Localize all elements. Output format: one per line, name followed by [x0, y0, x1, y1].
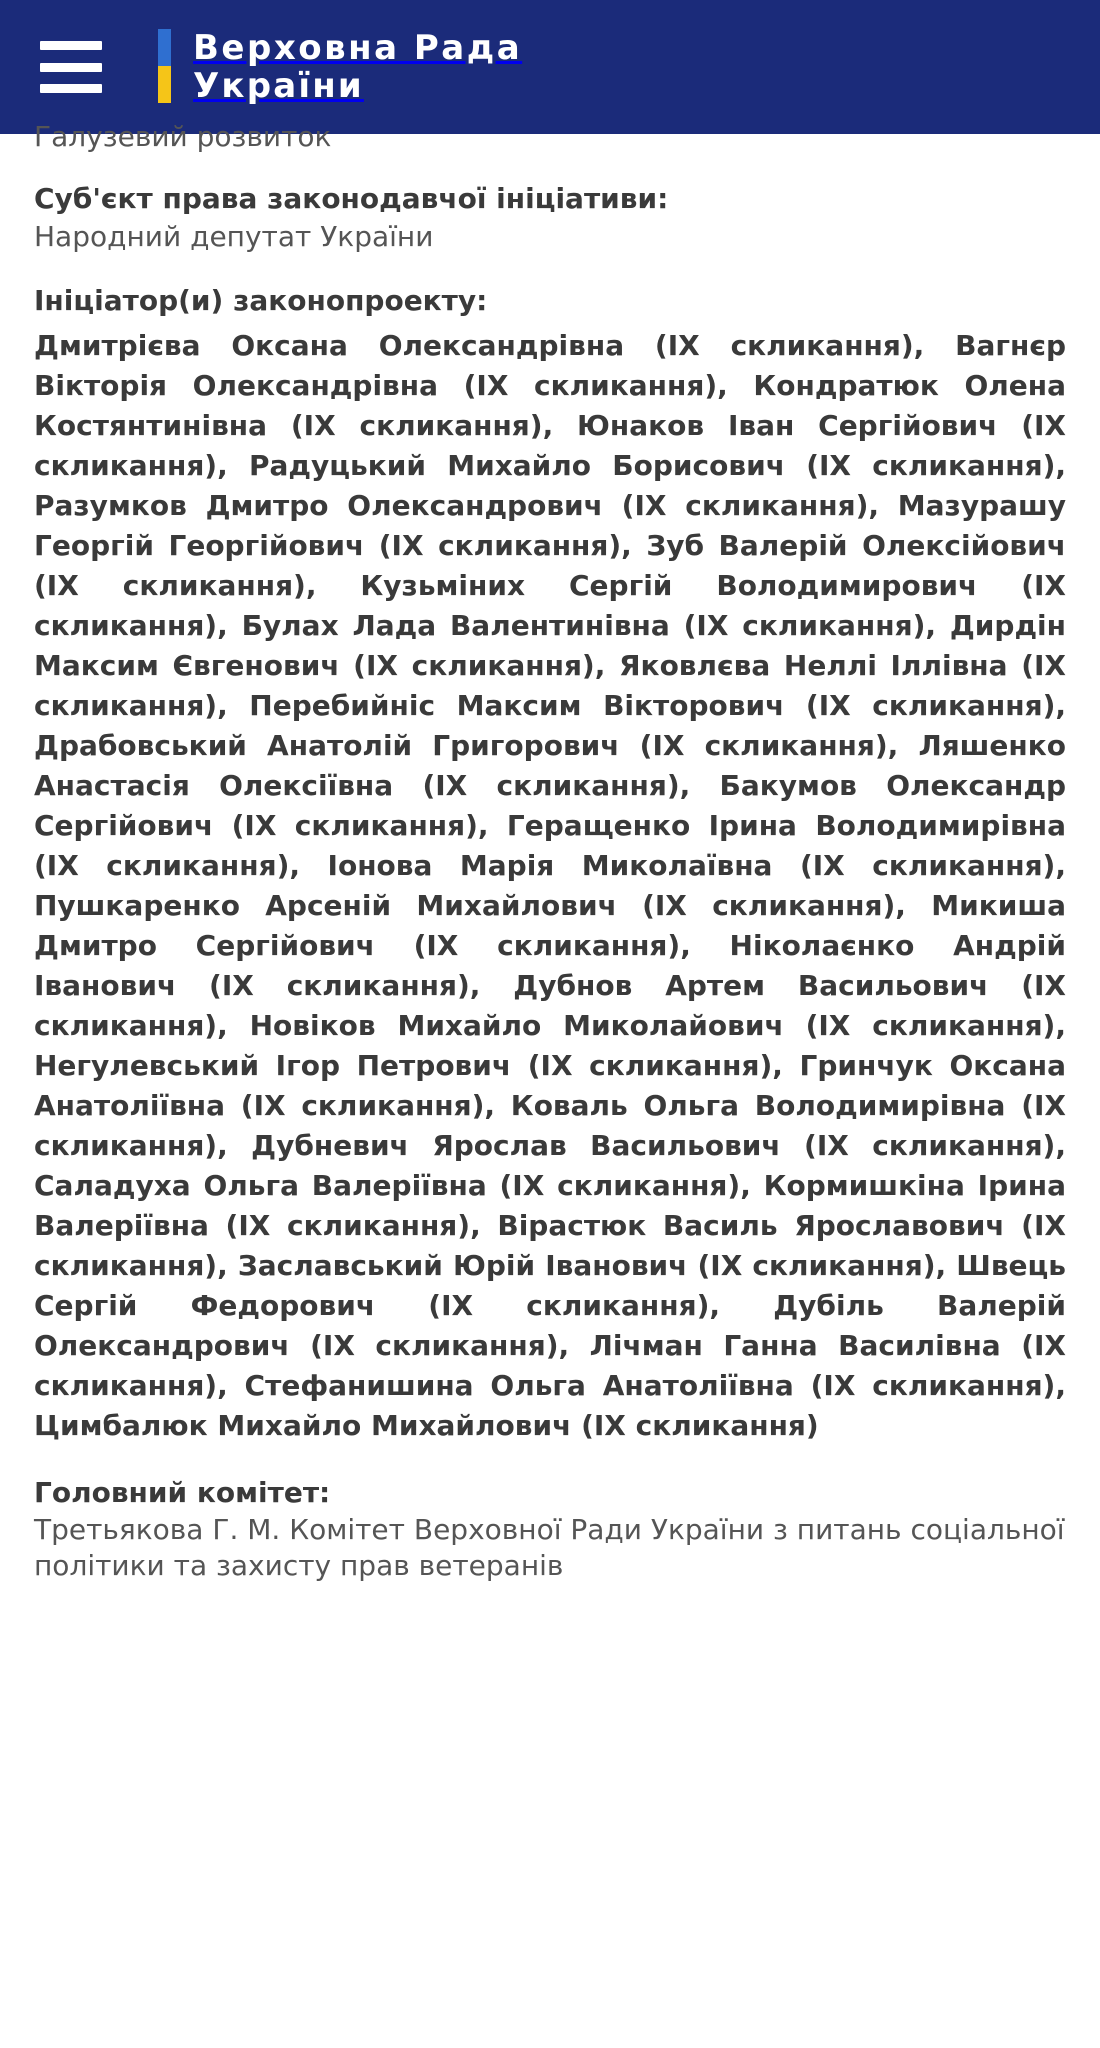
hamburger-menu-icon[interactable] — [40, 41, 102, 93]
subject-field — [34, 180, 1066, 256]
flag-blue-stripe — [158, 29, 171, 66]
site-header — [0, 0, 1100, 134]
committee-value: Третьякова Г. М. Комітет Верховної Ради України з питань соціальної політики та захисту прав ветеранів — [34, 1513, 1065, 1582]
subject-value: Народний депутат України — [34, 220, 434, 253]
flag-yellow-stripe — [158, 66, 171, 103]
hamburger-bar-3 — [40, 84, 102, 93]
ukraine-flag-icon — [158, 29, 171, 103]
initiators-label: Ініціатор(и) законопроекту: — [34, 284, 488, 317]
initiators-field — [34, 282, 1066, 1446]
brand-line-1: Верховна Рада — [193, 28, 523, 68]
committee-field — [34, 1474, 1066, 1584]
committee-label: Головний комітет: — [34, 1476, 331, 1509]
document-content — [0, 120, 1100, 1614]
brand-text — [193, 29, 522, 105]
brand-line-2: України — [193, 66, 364, 106]
site-logo-link[interactable] — [158, 29, 522, 105]
hamburger-bar-2 — [40, 63, 102, 72]
subject-label: Суб'єкт права законодавчої ініціативи: — [34, 182, 669, 215]
clipped-top-line: Галузевий розвиток — [34, 120, 332, 153]
hamburger-bar-1 — [40, 41, 102, 50]
initiators-value: Дмитрієва Оксана Олександрівна (IX скликання), Вагнєр Вікторія Олександрівна (IX скликання), Кондратюк Олена Костянтинівна (IX скликання), Юнаков Іван Сергійович (IX скликання), Радуцький Михайло Борисович (IX скликання), Разумков Дмитро Олександрович (IX скликання), Мазурашу Георгій Георгійович (IX скликання), Зуб Валерій Олексійович (IX скликання), Кузьміних Сергій Володимирович (IX скликання), Булах Лада Валентинівна (IX скликання), Дирдін Максим Євгенович (IX скликання), Яковлєва Неллі Іллівна (IX скликання), Перебийніс Максим Вікторович (IX скликання), Драбовський Анатолій Григорович (IX скликання), Ляшенко Анастасія Олексіївна (IX скликання), Бакумов Олександр Сергійович (IX скликання), Геращенко Ірина Володимирівна (IX скликання), Іонова Марія Миколаївна (IX скликання), Пушкаренко Арсеній Михайлович (IX скликання), Микиша Дмитро Сергійович (IX скликання), Ніколаєнко Андрій Іванович (IX скликання), Дубнов Артем Васильович (IX скликання), Новіков Михайло Миколайович (IX скликання), Негулевський Ігор Петрович (IX скликання), Гринчук Оксана Анатоліївна (IX скликання), Коваль Ольга Володимирівна (IX скликання), Дубневич Ярослав Васильович (IX скликання), Саладуха Ольга Валеріївна (IX скликання), Кормишкіна Ірина Валеріївна (IX скликання), Вірастюк Василь Ярославович (IX скликання), Заславський Юрій Іванович (IX скликання), Швець Сергій Федорович (IX скликання), Дубіль Валерій Олександрович (IX скликання), Лічман Ганна Василівна (IX скликання), Стефанишина Ольга Анатоліївна (IX скликання), Цимбалюк Михайло Михайлович (IX скликання) — [34, 329, 1066, 1442]
